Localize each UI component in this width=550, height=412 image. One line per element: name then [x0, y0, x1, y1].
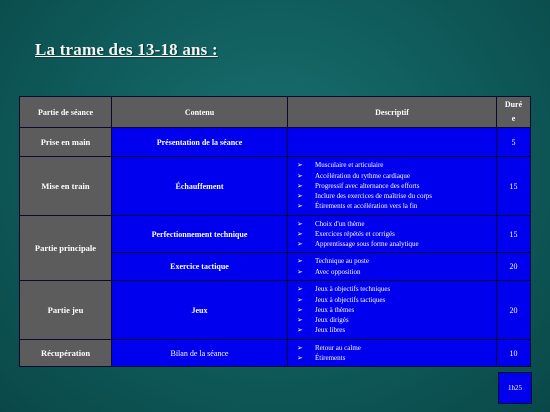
table-row — [20, 157, 531, 216]
arrow-bullet-icon: ➢ — [297, 305, 303, 314]
session-table — [19, 96, 531, 367]
descriptif-cell — [288, 253, 497, 281]
arrow-bullet-icon: ➢ — [297, 229, 303, 238]
list-item-text: Jeux à objectifs tactiques — [315, 295, 386, 304]
arrow-bullet-icon: ➢ — [297, 316, 303, 325]
descriptif-cell — [288, 128, 497, 157]
list-item-text: Accélération du rythme cardiaque — [315, 171, 411, 180]
part-cell: Partie principale — [20, 216, 112, 281]
arrow-bullet-icon: ➢ — [297, 181, 303, 190]
table-row — [20, 340, 531, 367]
list-item-text: Retour au calme — [315, 343, 361, 352]
arrow-bullet-icon: ➢ — [297, 192, 303, 201]
arrow-bullet-icon: ➢ — [297, 202, 303, 211]
descriptif-cell — [288, 216, 497, 253]
list-item — [297, 353, 493, 363]
duration-cell: 15 — [497, 157, 531, 216]
content-cell: Échauffement — [112, 157, 288, 216]
content-cell: Perfectionnement technique — [112, 216, 288, 253]
list-item-text: Jeux dirigés — [315, 316, 349, 325]
list-item — [297, 295, 493, 305]
descriptif-cell — [288, 340, 497, 367]
descriptif-list — [291, 284, 493, 335]
duration-cell: 5 — [497, 128, 531, 157]
header-duree — [497, 97, 531, 128]
descriptif-cell — [288, 281, 497, 340]
list-item-text: Jeux libres — [315, 326, 346, 335]
list-item — [297, 343, 493, 353]
list-item — [297, 284, 493, 294]
list-item-text: Jeux à objectifs techniques — [315, 285, 391, 294]
table-row — [20, 216, 531, 253]
header-duree-label: Duré e — [504, 100, 523, 123]
arrow-bullet-icon: ➢ — [297, 343, 303, 352]
arrow-bullet-icon: ➢ — [297, 161, 303, 170]
part-cell: Mise en train — [20, 157, 112, 216]
part-cell: Partie jeu — [20, 281, 112, 340]
list-item — [297, 267, 493, 277]
list-item — [297, 315, 493, 325]
arrow-bullet-icon: ➢ — [297, 354, 303, 362]
list-item — [297, 229, 493, 239]
list-item — [297, 201, 493, 211]
list-item — [297, 256, 493, 266]
list-item-text: Exercices répétés et corrigés — [315, 229, 395, 238]
list-item — [297, 191, 493, 201]
list-item-text: Étirements — [315, 354, 346, 362]
slide-title: La trame des 13-18 ans : — [35, 40, 218, 59]
arrow-bullet-icon: ➢ — [297, 171, 303, 180]
list-item — [297, 160, 493, 170]
content-cell: Exercice tactique — [112, 253, 288, 281]
arrow-bullet-icon: ➢ — [297, 257, 303, 266]
list-item — [297, 305, 493, 315]
part-cell: Prise en main — [20, 128, 112, 157]
arrow-bullet-icon: ➢ — [297, 285, 303, 294]
descriptif-list — [291, 160, 493, 211]
arrow-bullet-icon: ➢ — [297, 240, 303, 249]
duration-cell: 20 — [497, 281, 531, 340]
arrow-bullet-icon: ➢ — [297, 326, 303, 335]
table-row — [20, 128, 531, 157]
list-item-text: Apprentissage sous forme analytique — [315, 240, 419, 249]
duration-cell: 10 — [497, 340, 531, 367]
list-item-text: Progressif avec alternance des efforts — [315, 181, 420, 190]
content-cell: Jeux — [112, 281, 288, 340]
list-item — [297, 171, 493, 181]
descriptif-cell — [288, 157, 497, 216]
list-item-text: Choix d'un thème — [315, 219, 365, 228]
table-header-row — [20, 97, 531, 128]
list-item — [297, 219, 493, 229]
content-cell: Bilan de la séance — [112, 340, 288, 367]
descriptif-list — [291, 256, 493, 276]
list-item-text: Avec opposition — [315, 267, 361, 276]
arrow-bullet-icon: ➢ — [297, 295, 303, 304]
header-partie: Partie de séance — [20, 97, 112, 128]
list-item-text: Technique au poste — [315, 257, 369, 266]
descriptif-list — [291, 219, 493, 250]
header-contenu: Contenu — [112, 97, 288, 128]
list-item-text: Inclure des exercices de maîtrise du corps — [315, 192, 433, 201]
list-item — [297, 181, 493, 191]
arrow-bullet-icon: ➢ — [297, 267, 303, 276]
content-cell: Présentation de la séance — [112, 128, 288, 157]
table-row — [20, 281, 531, 340]
list-item — [297, 239, 493, 249]
descriptif-list — [291, 343, 493, 363]
arrow-bullet-icon: ➢ — [297, 219, 303, 228]
total-duration-cell: 1h25 — [498, 372, 532, 404]
list-item-text: Jeux à thèmes — [315, 305, 355, 314]
header-descriptif: Descriptif — [288, 97, 497, 128]
list-item — [297, 325, 493, 335]
list-item-text: Étirements et accélération vers la fin — [315, 202, 418, 211]
duration-cell: 15 — [497, 216, 531, 253]
part-cell: Récupération — [20, 340, 112, 367]
list-item-text: Musculaire et articulaire — [315, 161, 384, 170]
duration-cell: 20 — [497, 253, 531, 281]
